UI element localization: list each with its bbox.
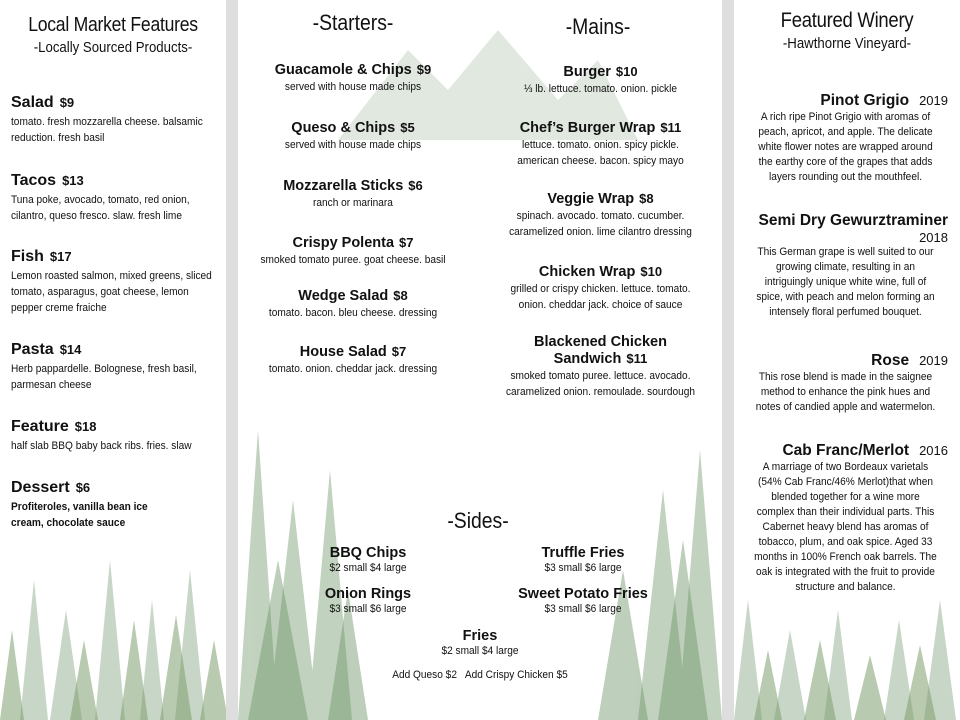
winery-subtitle: -Hawthorne Vineyard- — [782, 35, 912, 52]
dish-description: caramelized onion. remoulade. sourdough — [505, 386, 696, 398]
list-item — [483, 586, 683, 617]
wine-description: A marriage of two Bordeaux varietals (54% Cab Franc/46% Merlot)that when blended together for a wine more complex than their individual parts. This Cabernet heavy blend has aromas of tobacco, plum, and oak spice. Aged 33 months in 100% French oak barrels. The oak is integrated with the fruit to provide structure and balance. — [754, 461, 937, 593]
dish-description: ⅓ lb. lettuce. tomato. onion. pickle — [523, 83, 678, 95]
list-item — [743, 212, 948, 320]
wine-description: This German grape is well suited to our growing climate, resulting in an intriguingly unique white wine, full of spice, with peach and melon forming an intensely floral perfumed bouquet. — [756, 246, 935, 318]
side-name: Truffle Fries — [541, 545, 625, 561]
dish-price: $11 — [660, 120, 682, 135]
side-name: Sweet Potato Fries — [518, 586, 648, 602]
wine-description: A rich ripe Pinot Grigio with aromas of peach, apricot, and apple. The delicate white flower notes are wrapped around the earthy core of the grapes that adds layers rounding out the mouthfeel. — [758, 111, 933, 183]
mains-heading: -Mains- — [565, 14, 631, 39]
item-price: $13 — [62, 173, 84, 188]
featured-winery-panel — [734, 0, 960, 720]
forest-illustration-right — [734, 580, 960, 720]
dish-name: Veggie Wrap — [547, 191, 635, 207]
side-price: $3 small $6 large — [329, 603, 407, 615]
side-name: BBQ Chips — [329, 545, 407, 561]
wine-year: 2016 — [919, 443, 948, 458]
item-price: $18 — [74, 419, 97, 434]
dish-price: $10 — [615, 64, 638, 79]
item-description: Tuna poke, avocado, tomato, red onion, cilantro, queso fresco. slaw. fresh lime — [11, 194, 190, 222]
item-price: $17 — [49, 249, 72, 264]
list-item — [488, 190, 713, 240]
addons-text: Add Queso $2 Add Crispy Chicken $5 — [392, 669, 568, 681]
item-price: $9 — [59, 95, 75, 110]
item-name: Tacos — [11, 172, 57, 189]
dish-description: served with house made chips — [284, 139, 422, 151]
list-item — [238, 119, 468, 153]
local-market-title: Local Market Features — [28, 14, 198, 36]
list-item — [238, 234, 468, 268]
dish-description: lettuce. tomato. onion. spicy pickle. — [522, 139, 679, 151]
list-item — [743, 92, 948, 185]
wine-description: This rose blend is made in the saignee method to enhance the pink hues and notes of candied apple and watermelon. — [755, 371, 936, 413]
list-item — [380, 628, 580, 659]
dish-price: $5 — [400, 120, 415, 135]
winery-title: Featured Winery — [780, 9, 914, 32]
panel-divider-right — [722, 0, 734, 720]
dish-price: $6 — [408, 178, 423, 193]
side-price: $3 small $6 large — [544, 562, 622, 574]
item-name: Salad — [11, 94, 54, 111]
list-item — [743, 442, 948, 595]
starters-heading: -Starters- — [312, 10, 394, 35]
list-item — [268, 545, 468, 576]
wine-name: Pinot Grigio — [820, 92, 910, 109]
list-item — [488, 334, 713, 400]
dish-description: grilled or crispy chicken. lettuce. tomato. — [510, 283, 691, 295]
panel-divider-left — [226, 0, 238, 720]
item-name: Pasta — [11, 341, 54, 358]
wine-year: 2018 — [919, 230, 948, 245]
item-description: Profiteroles, vanilla bean ice cream, chocolate sauce — [11, 501, 148, 529]
item-name: Feature — [11, 418, 69, 435]
dish-name: Crispy Polenta — [292, 235, 395, 251]
wine-name: Rose — [871, 352, 910, 369]
main-menu-panel — [238, 0, 722, 720]
dish-description: caramelized onion. lime cilantro dressing — [509, 226, 692, 238]
dish-description: ranch or marinara — [313, 197, 393, 209]
list-item — [488, 119, 713, 169]
list-item — [238, 61, 468, 95]
side-price: $2 small $4 large — [441, 645, 519, 657]
sides-addons — [330, 668, 630, 683]
list-item — [11, 479, 223, 531]
list-item — [488, 263, 713, 313]
side-name: Fries — [462, 628, 498, 644]
dish-name: House Salad — [299, 344, 387, 360]
item-description: tomato. fresh mozzarella cheese. balsamic reduction. fresh basil — [11, 116, 203, 144]
list-item — [11, 248, 223, 316]
dish-name: Guacamole & Chips — [274, 62, 412, 78]
wine-name: Cab Franc/Merlot — [782, 442, 910, 459]
dish-description: onion. cheddar jack. choice of sauce — [518, 299, 683, 311]
dish-price: $7 — [399, 235, 414, 250]
wine-name: Semi Dry Gewurztraminer — [758, 212, 948, 229]
dish-description: smoked tomato puree. goat cheese. basil — [260, 254, 446, 266]
dish-name: Mozzarella Sticks — [283, 178, 404, 194]
item-description: half slab BBQ baby back ribs. fries. slaw — [11, 440, 192, 452]
side-name: Onion Rings — [324, 586, 412, 602]
dish-description: smoked tomato puree. lettuce. avocado. — [510, 370, 691, 382]
item-description: Lemon roasted salmon, mixed greens, sliced tomato, asparagus, goat cheese, lemon pepper creme fraiche — [11, 270, 212, 314]
list-item — [268, 586, 468, 617]
dish-name-line2: Sandwich — [553, 351, 622, 367]
dish-price: $8 — [639, 191, 654, 206]
list-item — [11, 94, 223, 146]
dish-description: tomato. onion. cheddar jack. dressing — [268, 363, 438, 375]
item-name: Fish — [11, 248, 44, 265]
list-item — [238, 177, 468, 211]
side-price: $3 small $6 large — [544, 603, 622, 615]
local-market-panel — [0, 0, 226, 720]
item-price: $14 — [59, 342, 82, 357]
dish-name: Burger — [563, 64, 611, 80]
wine-year: 2019 — [919, 353, 948, 368]
dish-description: tomato. bacon. bleu cheese. dressing — [268, 307, 438, 319]
side-price: $2 small $4 large — [329, 562, 407, 574]
local-market-subtitle: -Locally Sourced Products- — [33, 39, 193, 56]
list-item — [488, 63, 713, 97]
dish-price: $7 — [391, 344, 407, 359]
dish-description: american cheese. bacon. spicy mayo — [517, 155, 684, 167]
list-item — [11, 341, 223, 393]
dish-price: $8 — [393, 288, 408, 303]
dish-name: Chef’s Burger Wrap — [519, 120, 656, 136]
dish-description: served with house made chips — [284, 81, 422, 93]
list-item — [238, 287, 468, 321]
list-item — [11, 172, 223, 224]
list-item — [743, 352, 948, 415]
dish-price: $9 — [416, 62, 432, 77]
wine-year: 2019 — [919, 93, 948, 108]
item-description: Herb pappardelle. Bolognese, fresh basil, parmesan cheese — [11, 363, 197, 391]
list-item — [483, 545, 683, 576]
dish-price: $10 — [640, 264, 663, 279]
dish-description: spinach. avocado. tomato. cucumber. — [516, 210, 685, 222]
dish-price: $11 — [626, 351, 648, 366]
list-item — [238, 343, 468, 377]
forest-illustration-left — [0, 520, 226, 720]
dish-name: Blackened Chicken — [534, 334, 667, 350]
item-price: $6 — [75, 480, 91, 495]
dish-name: Queso & Chips — [291, 120, 396, 136]
dish-name: Wedge Salad — [298, 288, 389, 304]
list-item — [11, 418, 223, 454]
dish-name: Chicken Wrap — [538, 264, 636, 280]
item-name: Dessert — [11, 479, 70, 496]
sides-heading: -Sides- — [447, 508, 509, 533]
